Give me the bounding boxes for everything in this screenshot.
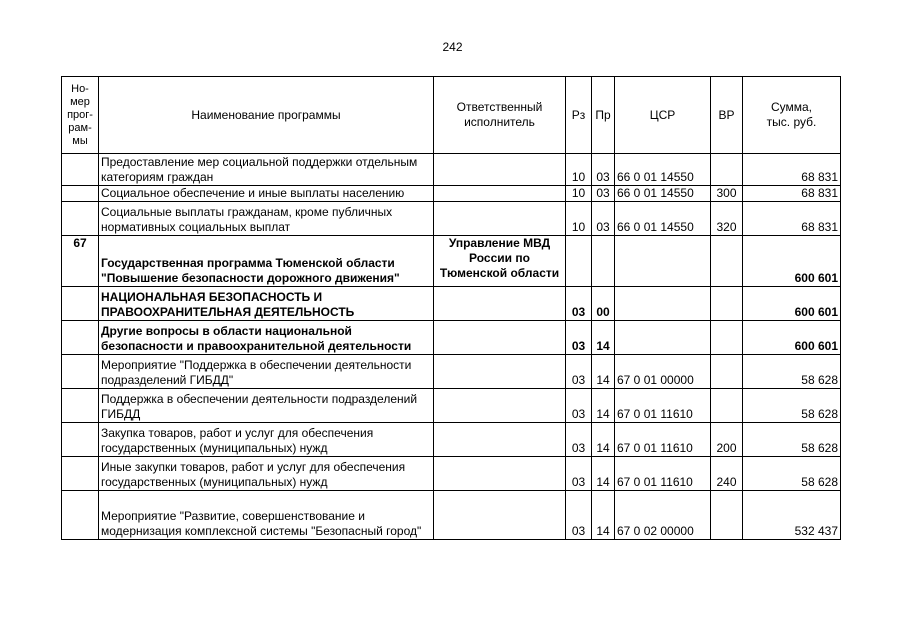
row-name: Мероприятие "Развитие, совершенствование и модернизация комплексной системы "Безопасный город" bbox=[99, 491, 434, 540]
table-row bbox=[62, 186, 841, 202]
row-sum: 532 437 bbox=[743, 491, 841, 540]
row-csr bbox=[615, 236, 711, 287]
header-csr: ЦСР bbox=[615, 77, 711, 154]
header-rz: Рз bbox=[566, 77, 592, 154]
header-sum bbox=[743, 77, 841, 154]
row-pr: 14 bbox=[592, 423, 615, 457]
row-name: Мероприятие "Поддержка в обеспечении деятельности подразделений ГИБДД" bbox=[99, 355, 434, 389]
row-responsible bbox=[434, 287, 566, 321]
row-csr: 67 0 01 11610 bbox=[615, 389, 711, 423]
row-rz: 03 bbox=[566, 491, 592, 540]
row-name: Предоставление мер социальной поддержки отдельным категориям граждан bbox=[99, 154, 434, 186]
header-sum-label: Сумма, тыс. руб. bbox=[766, 100, 817, 129]
row-num bbox=[62, 154, 99, 186]
row-name: Социальное обеспечение и иные выплаты населению bbox=[99, 186, 434, 202]
row-num bbox=[62, 355, 99, 389]
row-sum: 68 831 bbox=[743, 186, 841, 202]
header-num-label: Но- мер прог- рам- мы bbox=[67, 82, 93, 147]
row-pr: 14 bbox=[592, 457, 615, 491]
header-pr: Пр bbox=[592, 77, 615, 154]
row-csr: 66 0 01 14550 bbox=[615, 154, 711, 186]
row-rz: 03 bbox=[566, 321, 592, 355]
row-name: НАЦИОНАЛЬНАЯ БЕЗОПАСНОСТЬ И ПРАВООХРАНИТЕЛЬНАЯ ДЕЯТЕЛЬНОСТЬ bbox=[99, 287, 434, 321]
row-responsible bbox=[434, 423, 566, 457]
table-row bbox=[62, 321, 841, 355]
row-vr bbox=[711, 355, 743, 389]
row-vr bbox=[711, 491, 743, 540]
header-name: Наименование программы bbox=[99, 77, 434, 154]
row-sum: 58 628 bbox=[743, 423, 841, 457]
row-responsible bbox=[434, 355, 566, 389]
row-rz: 03 bbox=[566, 389, 592, 423]
row-num bbox=[62, 423, 99, 457]
row-sum: 68 831 bbox=[743, 154, 841, 186]
row-sum: 58 628 bbox=[743, 355, 841, 389]
page-number: 242 bbox=[442, 40, 463, 54]
row-vr bbox=[711, 154, 743, 186]
row-pr: 03 bbox=[592, 202, 615, 236]
row-sum: 58 628 bbox=[743, 389, 841, 423]
row-vr bbox=[711, 236, 743, 287]
row-responsible bbox=[434, 186, 566, 202]
row-rz: 10 bbox=[566, 202, 592, 236]
row-responsible bbox=[434, 491, 566, 540]
header-num bbox=[62, 77, 99, 154]
row-csr: 67 0 01 11610 bbox=[615, 423, 711, 457]
row-rz: 03 bbox=[566, 457, 592, 491]
row-name: Иные закупки товаров, работ и услуг для обеспечения государственных (муниципальных) нужд bbox=[99, 457, 434, 491]
row-name: Закупка товаров, работ и услуг для обеспечения государственных (муниципальных) нужд bbox=[99, 423, 434, 457]
row-responsible bbox=[434, 321, 566, 355]
row-pr bbox=[592, 236, 615, 287]
row-responsible bbox=[434, 457, 566, 491]
budget-table bbox=[61, 76, 841, 540]
row-vr: 300 bbox=[711, 186, 743, 202]
row-responsible bbox=[434, 154, 566, 186]
row-responsible: Управление МВД России по Тюменской области bbox=[434, 236, 566, 287]
row-num: 67 bbox=[62, 236, 99, 287]
header-responsible-label: Ответственный исполнитель bbox=[456, 100, 543, 129]
table-row bbox=[62, 202, 841, 236]
table-row bbox=[62, 457, 841, 491]
row-name: Другие вопросы в области национальной безопасности и правоохранительной деятельности bbox=[99, 321, 434, 355]
row-csr: 66 0 01 14550 bbox=[615, 186, 711, 202]
row-sum: 58 628 bbox=[743, 457, 841, 491]
row-pr: 14 bbox=[592, 355, 615, 389]
row-vr bbox=[711, 389, 743, 423]
row-num bbox=[62, 389, 99, 423]
row-num bbox=[62, 457, 99, 491]
row-vr bbox=[711, 321, 743, 355]
row-name: Социальные выплаты гражданам, кроме публичных нормативных социальных выплат bbox=[99, 202, 434, 236]
row-csr: 67 0 02 00000 bbox=[615, 491, 711, 540]
row-name: Поддержка в обеспечении деятельности подразделений ГИБДД bbox=[99, 389, 434, 423]
header-row bbox=[62, 77, 841, 154]
row-pr: 14 bbox=[592, 389, 615, 423]
row-num bbox=[62, 491, 99, 540]
row-csr bbox=[615, 287, 711, 321]
table-row bbox=[62, 154, 841, 186]
row-pr: 14 bbox=[592, 491, 615, 540]
row-name: Государственная программа Тюменской области "Повышение безопасности дорожного движения" bbox=[99, 236, 434, 287]
table-row bbox=[62, 389, 841, 423]
row-rz bbox=[566, 236, 592, 287]
row-responsible bbox=[434, 389, 566, 423]
row-rz: 10 bbox=[566, 154, 592, 186]
row-sum: 68 831 bbox=[743, 202, 841, 236]
row-sum: 600 601 bbox=[743, 287, 841, 321]
table-row bbox=[62, 355, 841, 389]
row-rz: 03 bbox=[566, 423, 592, 457]
row-vr: 320 bbox=[711, 202, 743, 236]
row-pr: 00 bbox=[592, 287, 615, 321]
row-sum: 600 601 bbox=[743, 321, 841, 355]
row-num bbox=[62, 321, 99, 355]
table-row bbox=[62, 423, 841, 457]
row-pr: 03 bbox=[592, 186, 615, 202]
row-rz: 03 bbox=[566, 287, 592, 321]
row-vr bbox=[711, 287, 743, 321]
row-vr: 240 bbox=[711, 457, 743, 491]
row-vr: 200 bbox=[711, 423, 743, 457]
row-pr: 14 bbox=[592, 321, 615, 355]
table-row bbox=[62, 287, 841, 321]
row-csr: 67 0 01 11610 bbox=[615, 457, 711, 491]
row-csr bbox=[615, 321, 711, 355]
table-row bbox=[62, 236, 841, 287]
row-pr: 03 bbox=[592, 154, 615, 186]
header-responsible bbox=[434, 77, 566, 154]
table-row bbox=[62, 491, 841, 540]
row-csr: 67 0 01 00000 bbox=[615, 355, 711, 389]
row-num bbox=[62, 287, 99, 321]
row-rz: 03 bbox=[566, 355, 592, 389]
row-num bbox=[62, 202, 99, 236]
row-num bbox=[62, 186, 99, 202]
header-vr: ВР bbox=[711, 77, 743, 154]
row-rz: 10 bbox=[566, 186, 592, 202]
row-csr: 66 0 01 14550 bbox=[615, 202, 711, 236]
row-sum: 600 601 bbox=[743, 236, 841, 287]
row-responsible bbox=[434, 202, 566, 236]
